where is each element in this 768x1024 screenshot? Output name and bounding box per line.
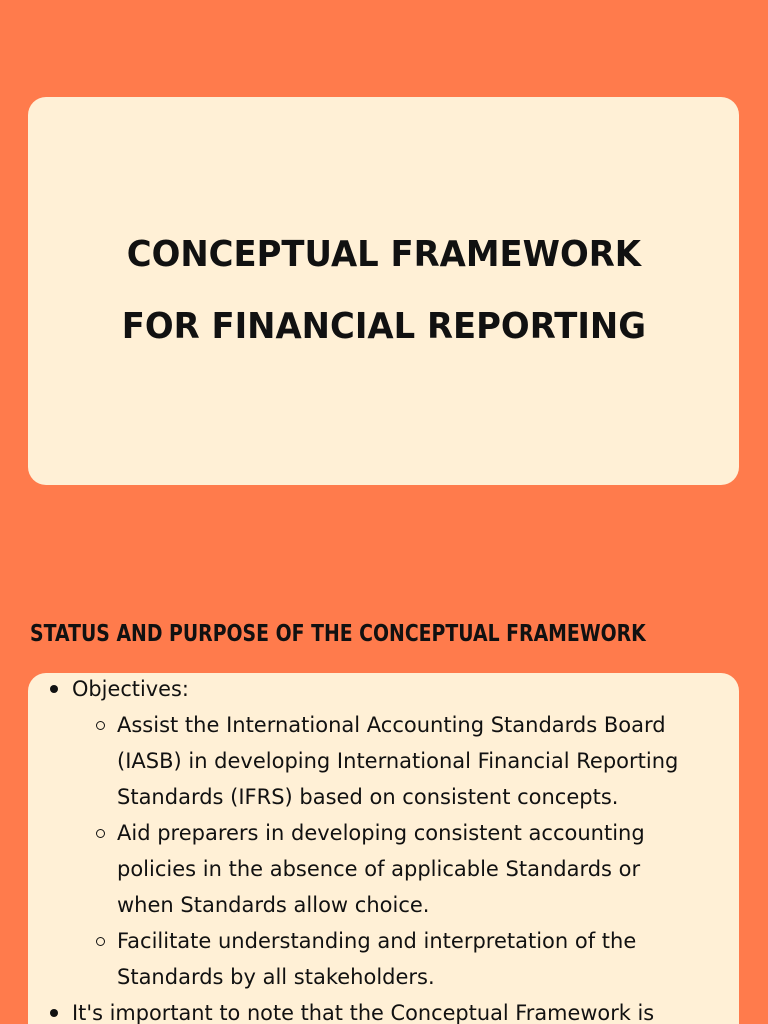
sub-item-line: Aid preparers in developing consistent accounting [117, 821, 645, 845]
title-card [28, 97, 739, 485]
content-card [28, 673, 739, 1024]
sub-item-line: when Standards allow choice. [117, 893, 430, 917]
section-heading: STATUS AND PURPOSE OF THE CONCEPTUAL FRAMEWORK [30, 621, 646, 647]
bullet-circle-icon [96, 937, 105, 946]
bullet-disc-icon [50, 685, 58, 693]
list-item-objectives [28, 673, 739, 995]
sub-item-line: Standards by all stakeholders. [117, 965, 435, 989]
title-line-1: CONCEPTUAL FRAMEWORK [126, 234, 641, 275]
bullet-disc-icon [50, 1009, 58, 1017]
list-item-note [28, 995, 739, 1024]
sub-item-line: Assist the International Accounting Standards Board [117, 713, 666, 737]
page-title [121, 219, 645, 363]
list-item-label: It's important to note that the Conceptual Framework is [72, 1001, 655, 1024]
sub-item-line: (IASB) in developing International Financial Reporting [117, 749, 679, 773]
sub-item-line: Standards (IFRS) based on consistent concepts. [117, 785, 619, 809]
bullet-circle-icon [96, 829, 105, 838]
sub-item-line: policies in the absence of applicable Standards or [117, 857, 641, 881]
sub-list-item [72, 923, 739, 995]
sub-list-item [72, 815, 739, 923]
sub-list [72, 707, 739, 995]
list-item-label: Objectives: [72, 677, 189, 701]
bullet-circle-icon [96, 721, 105, 730]
sub-item-line: Facilitate understanding and interpretation of the [117, 929, 637, 953]
bullet-list [28, 673, 739, 1024]
title-line-2: FOR FINANCIAL REPORTING [121, 306, 646, 347]
sub-list-item [72, 707, 739, 815]
